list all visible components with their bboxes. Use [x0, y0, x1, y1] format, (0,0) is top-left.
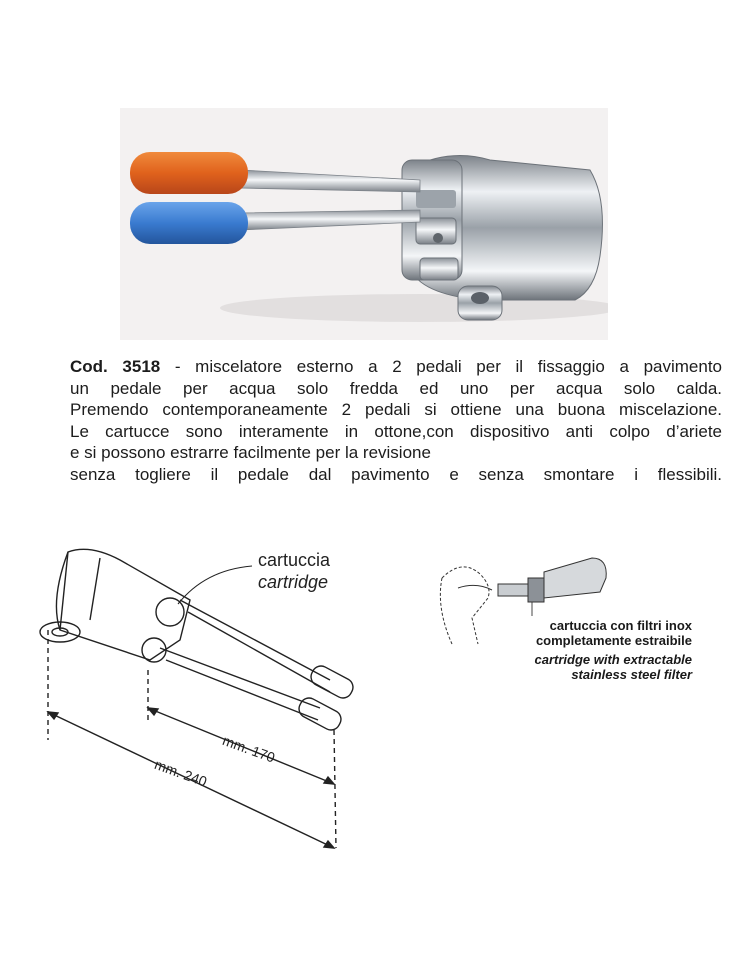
- cartridge-label-en: cartridge: [258, 572, 329, 592]
- description-line-1: Cod. 3518 - miscelatore esterno a 2 pedali per il fissaggio a pavimento: [70, 357, 722, 376]
- sketch-caption-it-1: cartuccia con filtri inox: [549, 618, 692, 633]
- description-line-5: e si possono estrarre facilmente per la revisione: [70, 443, 431, 462]
- cartridge-label-it: cartuccia: [258, 550, 331, 570]
- description-line-2: un pedale per acqua solo fredda ed uno per acqua solo calda.: [70, 378, 722, 398]
- product-description: [70, 356, 722, 485]
- product-photo: [120, 108, 608, 340]
- sketch-caption-en-1: cartridge with extractable: [534, 652, 692, 667]
- description-line-6: senza togliere il pedale dal pavimento e senza smontare i flessibili.: [70, 464, 722, 484]
- description-line-4: Le cartucce sono interamente in ottone,con dispositivo anti colpo d’ariete: [70, 421, 722, 441]
- product-code: Cod. 3518: [70, 357, 161, 376]
- dimension-170: mm. 170: [220, 732, 278, 766]
- dimension-240: mm. 240: [152, 756, 210, 790]
- sketch-caption-en-2: stainless steel filter: [571, 667, 692, 682]
- sketch-caption-it-2: completamente estraibile: [535, 633, 692, 648]
- description-line-3: Premendo contemporaneamente 2 pedali si ottiene una buona miscelazione.: [70, 400, 722, 419]
